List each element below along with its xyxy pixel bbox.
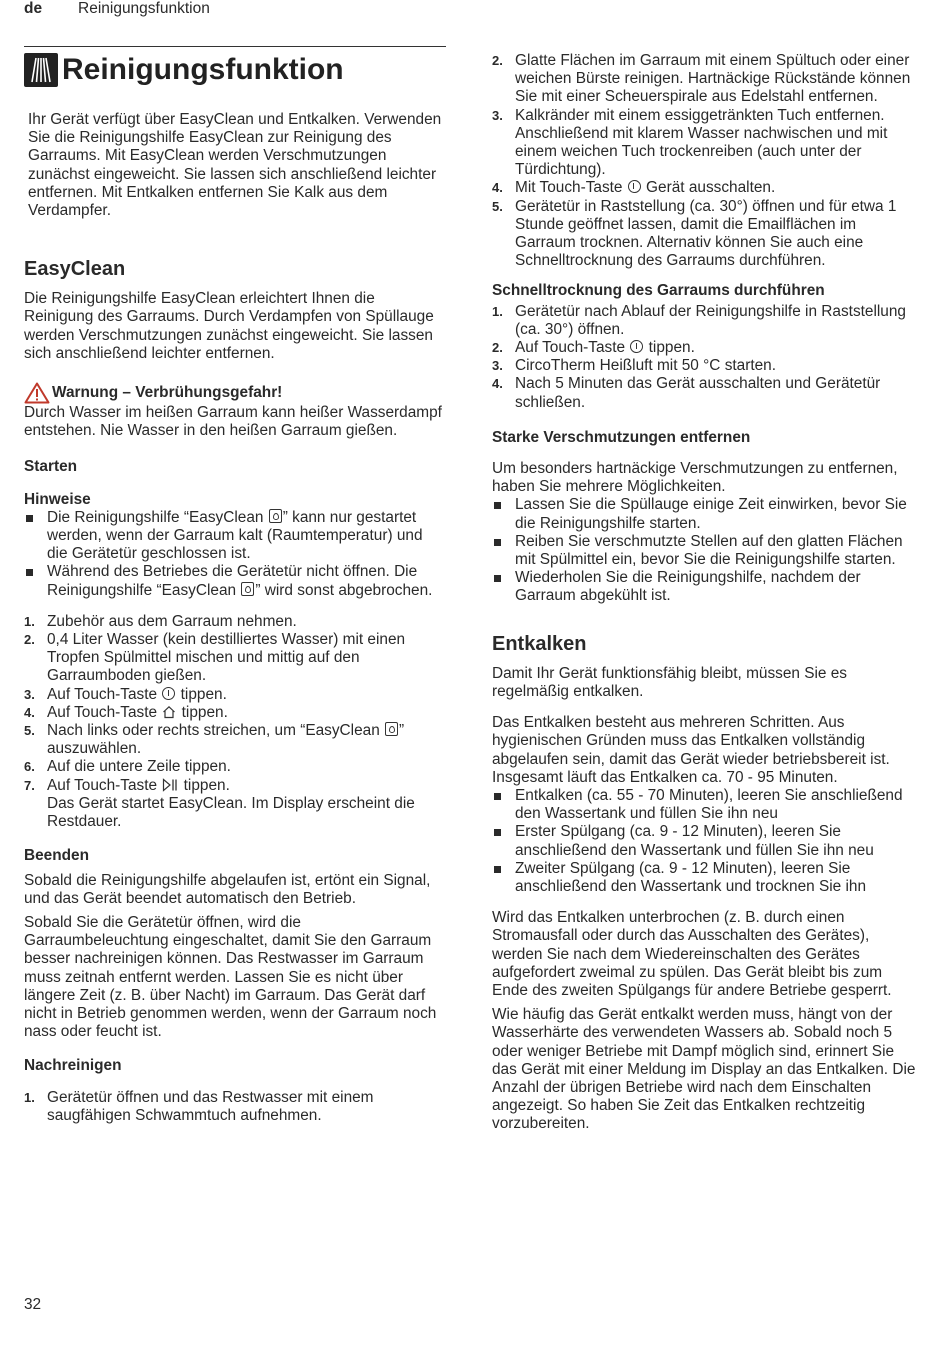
list-item (492, 339, 916, 357)
page-title-row (24, 53, 446, 87)
page-number: 32 (24, 1296, 42, 1313)
aftercleaning-steps (24, 1089, 446, 1125)
intro-paragraph: Ihr Gerät verfügt über EasyClean und Entkalken. Verwenden Sie die Reinigungshilfe EasyClean zur Reinigung des Garraums. Mit EasyClean werden Verschmutzungen zunächst eingeweicht. Sie lassen sich anschließend leichter entfernen. Mit Entkalken entfernen Sie Kalk aus dem Verdampfer. (28, 111, 442, 220)
quickdry-heading: Schnelltrocknung des Garraums durchführen (492, 282, 825, 300)
list-item (24, 758, 446, 776)
heavy-soiling-heading: Starke Verschmutzungen entfernen (492, 428, 751, 446)
list-item: Wiederholen Sie die Reinigungshilfe, nachdem der Garraum abgekühlt ist. (492, 569, 916, 605)
list-item (24, 509, 446, 564)
end-paragraph-1: Sobald die Reinigungshilfe abgelaufen ist, ertönt ein Signal, und das Gerät beendet automatisch den Betrieb. (24, 871, 431, 907)
step-text: Gerätetür nach Ablauf der Reinigungshilfe in Raststellung (ca. 30°) öffnen. (515, 302, 906, 338)
list-item (492, 107, 916, 180)
easyclean-symbol-icon (241, 582, 254, 596)
step-number: 3. (24, 686, 35, 702)
list-item (24, 1089, 446, 1125)
start-steps (24, 613, 446, 831)
step-text: CircoTherm Heißluft mit 50 °C starten. (515, 357, 777, 375)
step-text: ” auszuwählen. (47, 722, 405, 758)
step-result: Das Gerät startet EasyClean. Im Display erscheint die Restdauer. (47, 794, 415, 831)
end-heading: Beenden (24, 847, 89, 865)
quickdry-steps (492, 303, 916, 412)
title-rule (24, 46, 446, 47)
descale-steps-list (492, 787, 916, 896)
descale-heading: Entkalken (492, 632, 587, 655)
hint-text: ” wird sonst abgebrochen. (255, 581, 433, 599)
step-number: 1. (24, 613, 35, 629)
step-number: 2. (492, 340, 503, 356)
list-item (492, 357, 916, 375)
warning-title: Warnung – Verbrühungsgefahr! (52, 383, 283, 401)
list-item (24, 722, 446, 758)
step-number: 2. (492, 53, 503, 68)
list-item (492, 198, 916, 271)
step-number: 3. (492, 358, 503, 374)
aftercleaning-heading: Nachreinigen (24, 1057, 122, 1075)
descale-paragraph-3: Wird das Entkalken unterbrochen (z. B. durch einen Stromausfall oder durch das Ausschalten des Gerätes), werden Sie nach dem Wiedereinschalten des Gerätes aufgefordert zweimal zu spülen. Das Gerät bleibt bis zum Ende des zweiten Spülgangs für andere Betriebe gesperrt. (492, 909, 892, 999)
hint-text: ” kann nur gestartet werden, wenn der Garraum kalt (Raumtemperatur) und die Gerätetür geschlossen ist. (47, 508, 423, 563)
list-item: Zweiter Spülgang (ca. 9 - 12 Minuten), leeren Sie anschließend den Wassertank und trocknen Sie ihn (492, 860, 916, 896)
list-item (492, 52, 916, 107)
warning-title-row (24, 382, 446, 404)
list-item (24, 613, 446, 631)
right-column (492, 52, 916, 1134)
step-text: Auf Touch-Taste (47, 685, 162, 703)
language-code: de (24, 0, 43, 17)
easyclean-heading: EasyClean (24, 258, 126, 281)
step-number: 2. (24, 632, 35, 648)
step-text: Kalkränder mit einem essiggetränkten Tuch entfernen. Anschließend mit klarem Wasser nachwischen und mit einem weichen Tuch trockenreiben (auch unter der Türdichtung). (515, 106, 888, 179)
step-text: 0,4 Liter Wasser (kein destilliertes Wasser) mit einen Tropfen Spülmittel mischen und mittig auf den Garraumboden gießen. (47, 631, 406, 685)
step-text: Auf die untere Zeile tippen. (47, 758, 231, 776)
step-text: Gerät ausschalten. (641, 179, 776, 197)
list-item (24, 563, 446, 599)
step-text: Zubehör aus dem Garraum nehmen. (47, 612, 297, 630)
list-item (24, 704, 446, 722)
step-text: Nach 5 Minuten das Gerät ausschalten und Gerätetür schließen. (515, 375, 881, 411)
step-text: Nach links oder rechts streichen, um “EasyClean (47, 722, 385, 740)
step-text: tippen. (176, 685, 227, 703)
easyclean-symbol-icon (269, 509, 282, 523)
step-number: 1. (24, 1089, 35, 1105)
step-text: tippen. (179, 776, 230, 794)
list-item (24, 686, 446, 704)
step-number: 4. (492, 180, 503, 196)
warning-text: Durch Wasser im heißen Garraum kann heißer Wasserdampf entstehen. Nie Wasser in den heißen Garraum gießen. (24, 404, 442, 440)
heavy-soiling-list (492, 496, 916, 605)
step-text: Auf Touch-Taste (47, 703, 162, 721)
list-item (492, 303, 916, 339)
warning-icon (24, 382, 50, 404)
power-icon (162, 687, 175, 700)
cleaning-icon (24, 53, 58, 87)
step-text: Auf Touch-Taste (515, 339, 630, 357)
step-number: 4. (492, 376, 503, 392)
list-item: Lassen Sie die Spüllauge einige Zeit einwirken, bevor Sie die Reinigungshilfe starten. (492, 496, 916, 532)
step-number: 5. (492, 198, 503, 214)
start-heading: Starten (24, 458, 78, 476)
list-item: Erster Spülgang (ca. 9 - 12 Minuten), leeren Sie anschließend den Wassertank und füllen Sie ihn neu (492, 823, 916, 859)
easyclean-text: Die Reinigungshilfe EasyClean erleichtert Ihnen die Reinigung des Garraums. Durch Verdampfen von Spüllauge werden Verschmutzungen zunächst eingeweicht. Sie lassen sich anschließend leichter entfernen. (24, 290, 434, 362)
heavy-soiling-text: Um besonders hartnäckige Verschmutzungen zu entfernen, haben Sie mehrere Möglichkeiten. (492, 460, 898, 496)
step-text: Gerätetür öffnen und das Restwasser mit einem saugfähigen Schwammtuch aufnehmen. (47, 1088, 374, 1124)
hints-list (24, 509, 446, 600)
step-number: 1. (492, 303, 503, 319)
step-text: Mit Touch-Taste (515, 179, 627, 197)
power-icon (628, 180, 641, 193)
hint-text: Die Reinigungshilfe “EasyClean (47, 508, 268, 526)
list-item (492, 375, 916, 411)
left-column (24, 46, 446, 1125)
list-item (24, 631, 446, 686)
easyclean-symbol-icon (385, 722, 398, 736)
header-section: Reinigungsfunktion (78, 0, 210, 17)
descale-paragraph-1: Damit Ihr Gerät funktionsfähig bleibt, müssen Sie es regelmäßig entkalken. (492, 664, 848, 700)
step-text: tippen. (177, 703, 228, 721)
step-number: 6. (24, 759, 35, 775)
start-pause-icon (162, 778, 178, 792)
hint-text: Während des Betriebes die Gerätetür nicht öffnen. Die Reinigungshilfe “EasyClean (47, 563, 418, 599)
power-icon (630, 340, 643, 353)
descale-paragraph-2: Das Entkalken besteht aus mehreren Schritten. Aus hygienischen Gründen muss das Entkalken vollständig abgelaufen sein, damit das Gerät wieder betriebsbereit ist. Insgesamt läuft das Entkalken ca. 70 - 95 Minuten. (492, 714, 890, 786)
step-text: tippen. (644, 339, 695, 357)
step-text: Glatte Flächen im Garraum mit einem Spültuch oder einer weichen Bürste reinigen. Hartnäckige Rückstände können Sie mit einer Scheuerspirale aus Edelstahl entfernen. (515, 52, 911, 106)
page-header (24, 0, 210, 18)
list-item (492, 179, 916, 197)
home-icon (162, 705, 176, 719)
step-number: 3. (492, 107, 503, 123)
step-number: 7. (24, 777, 35, 793)
end-paragraph-2: Sobald Sie die Gerätetür öffnen, wird die Garraumbeleuchtung eingeschaltet, damit Sie den Garraum besser nachreinigen können. Das Restwasser im Garraum muss zeitnah entfernt werden. Lassen Sie es nicht über längere Zeit (z. B. über Nacht) im Garraum. Das Gerät darf nicht in Betrieb genommen werden, wenn der Garraum noch nass oder feucht ist. (24, 913, 437, 1041)
page-title: Reinigungsfunktion (62, 53, 344, 86)
step-number: 4. (24, 704, 35, 720)
list-item: Reiben Sie verschmutzte Stellen auf den glatten Flächen mit Spülmittel ein, bevor Sie die Reinigungshilfe starten. (492, 533, 916, 569)
step-text: Gerätetür in Raststellung (ca. 30°) öffnen und für etwa 1 Stunde geöffnet lassen, damit die Emailflächen im Garraum trocknen. Alternativ können Sie auch eine Schnelltrocknung des Garraums durchführen. (515, 197, 897, 270)
aftercleaning-steps-continued (492, 52, 916, 270)
step-text: Auf Touch-Taste (47, 776, 162, 794)
hints-heading: Hinweise (24, 490, 91, 508)
descale-paragraph-4: Wie häufig das Gerät entkalkt werden muss, hängt von der Wasserhärte des verwendeten Wassers ab. Sobald noch 5 oder weniger Betriebe mit Dampf möglich sind, erinnert Sie das Gerät mit einer Meldung im Display an das Entkalken. Die Anzahl der übrigen Betriebe wird nach dem Einschalten angezeigt. So haben Sie Zeit das Entkalken rechtzeitig vorzubereiten. (492, 1006, 916, 1133)
list-item (24, 777, 446, 832)
list-item: Entkalken (ca. 55 - 70 Minuten), leeren Sie anschließend den Wassertank und füllen Sie ihn neu (492, 787, 916, 823)
step-number: 5. (24, 723, 35, 739)
